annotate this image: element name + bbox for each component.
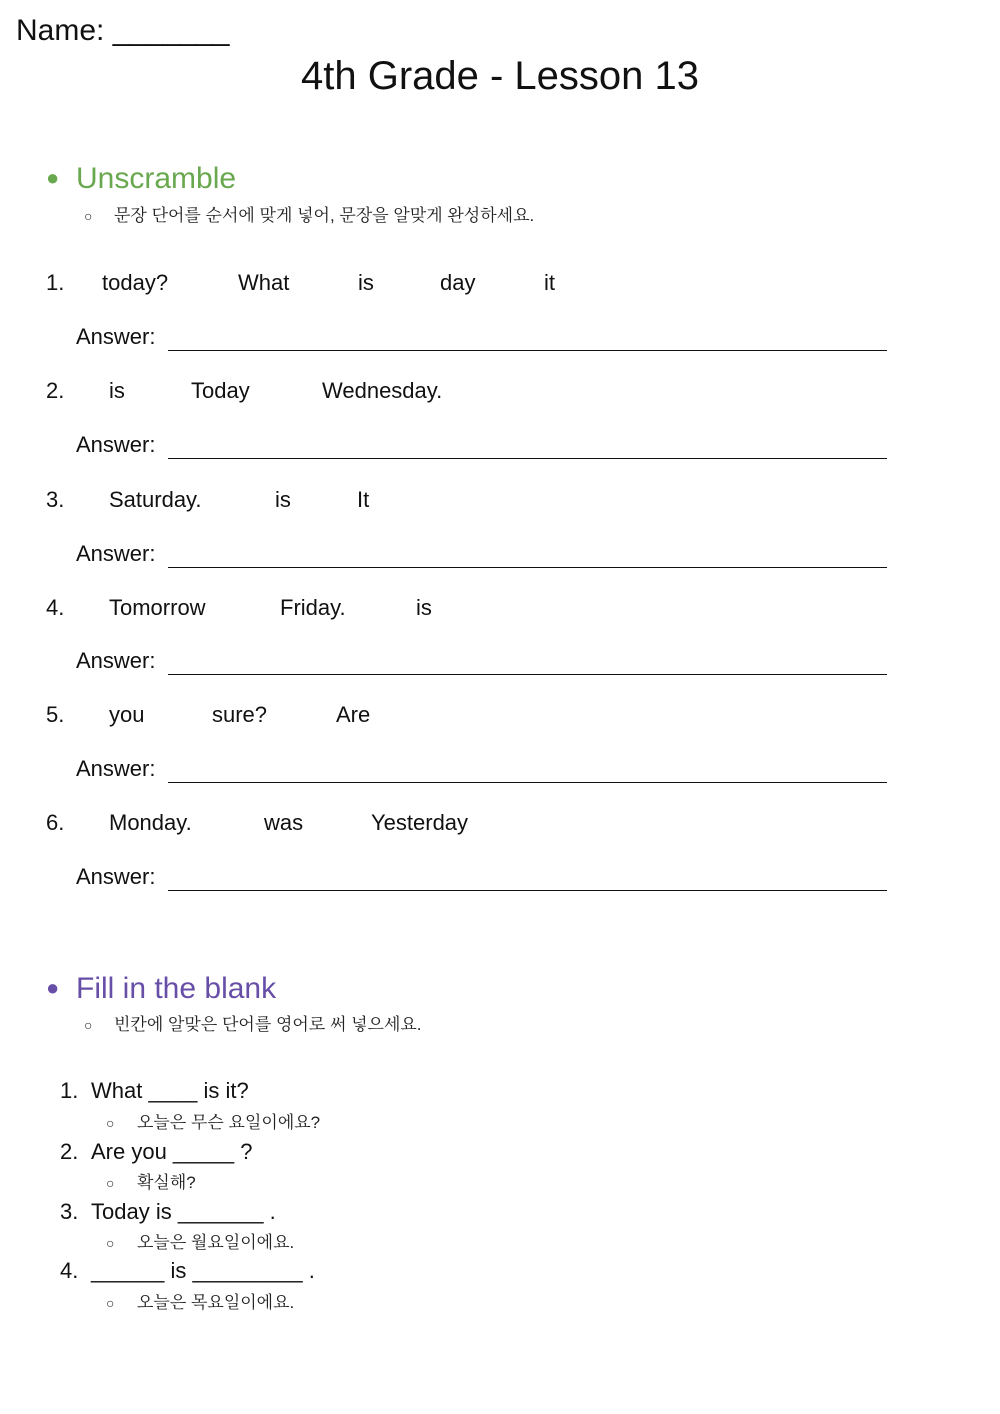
- circle-bullet-icon: ○: [106, 1115, 115, 1131]
- question-number: 4.: [46, 595, 65, 620]
- question-number: 5.: [46, 702, 65, 727]
- scrambled-word: Friday.: [280, 595, 346, 620]
- unscramble-heading: [46, 162, 236, 196]
- answer-label: Answer:: [76, 324, 156, 349]
- unscramble-question-2: [46, 378, 646, 408]
- fill-blank-sentence: Today is _______ .: [91, 1199, 276, 1224]
- fill-blank-sentence: What ____ is it?: [91, 1078, 249, 1103]
- fill-blank-item-4[interactable]: [60, 1258, 315, 1284]
- question-number: 3.: [46, 487, 65, 512]
- answer-line-6[interactable]: [168, 890, 887, 891]
- answer-line-3[interactable]: [168, 567, 887, 568]
- scrambled-word: it: [544, 270, 555, 295]
- circle-bullet-icon: ○: [106, 1295, 115, 1311]
- fill-blank-sentence: Are you _____ ?: [91, 1139, 253, 1164]
- circle-bullet-icon: ○: [84, 1017, 93, 1033]
- answer-label: Answer:: [76, 541, 156, 566]
- page-title: 4th Grade - Lesson 13: [300, 54, 700, 98]
- item-number: 4.: [60, 1258, 79, 1283]
- item-number: 2.: [60, 1139, 79, 1164]
- circle-bullet-icon: ○: [84, 208, 93, 224]
- scrambled-word: is: [275, 487, 291, 512]
- bullet-icon: ●: [46, 975, 60, 1000]
- unscramble-question-6: [46, 810, 646, 840]
- hint-text: 오늘은 무슨 요일이에요?: [137, 1113, 321, 1132]
- scrambled-word: Yesterday: [371, 810, 469, 835]
- scrambled-word: Monday.: [109, 810, 192, 835]
- unscramble-question-1: [46, 270, 646, 300]
- circle-bullet-icon: ○: [106, 1175, 115, 1191]
- hint-text: 오늘은 월요일이에요.: [137, 1233, 295, 1252]
- scrambled-word: Tomorrow: [109, 595, 206, 620]
- scrambled-word: is: [416, 595, 432, 620]
- scrambled-word: today?: [102, 270, 169, 295]
- question-number: 2.: [46, 378, 65, 403]
- hint-text: 확실해?: [137, 1173, 196, 1192]
- fill-blank-sentence: ______ is _________ .: [91, 1258, 315, 1283]
- scrambled-word: It: [357, 487, 370, 512]
- scrambled-word: you: [109, 702, 145, 727]
- fill-blank-heading-text: Fill in the blank: [76, 972, 277, 1005]
- scrambled-word: day: [440, 270, 476, 295]
- scrambled-word: Saturday.: [109, 487, 202, 512]
- answer-label: Answer:: [76, 432, 156, 457]
- answer-row-1: [76, 324, 906, 358]
- fill-blank-hint-1: [106, 1108, 320, 1133]
- hint-text: 오늘은 목요일이에요.: [137, 1293, 295, 1312]
- fill-blank-hint-2: [106, 1168, 196, 1193]
- unscramble-question-5: [46, 702, 646, 732]
- fill-blank-item-2[interactable]: [60, 1139, 252, 1165]
- item-number: 3.: [60, 1199, 79, 1224]
- item-number: 1.: [60, 1078, 79, 1103]
- answer-label: Answer:: [76, 864, 156, 889]
- scrambled-word: Today: [191, 378, 250, 403]
- fill-blank-instruction-text: 빈칸에 알맞은 단어를 영어로 써 넣으세요.: [114, 1015, 422, 1034]
- scrambled-word: is: [358, 270, 374, 295]
- fill-blank-hint-3: [106, 1228, 294, 1253]
- answer-row-5: [76, 756, 906, 790]
- answer-row-4: [76, 648, 906, 682]
- question-number: 1.: [46, 270, 65, 295]
- unscramble-question-3: [46, 487, 646, 517]
- unscramble-question-4: [46, 595, 646, 625]
- question-number: 6.: [46, 810, 65, 835]
- answer-line-5[interactable]: [168, 782, 887, 783]
- answer-line-4[interactable]: [168, 674, 887, 675]
- fill-blank-item-1[interactable]: [60, 1078, 249, 1104]
- fill-blank-heading: [46, 972, 276, 1006]
- fill-blank-item-3[interactable]: [60, 1199, 276, 1225]
- answer-row-3: [76, 541, 906, 575]
- answer-label: Answer:: [76, 756, 156, 781]
- bullet-icon: ●: [46, 165, 60, 190]
- answer-row-6: [76, 864, 906, 898]
- circle-bullet-icon: ○: [106, 1235, 115, 1251]
- name-field-label: Name: _______: [16, 14, 230, 47]
- answer-line-1[interactable]: [168, 350, 887, 351]
- unscramble-instruction-text: 문장 단어를 순서에 맞게 넣어, 문장을 알맞게 완성하세요.: [114, 206, 535, 225]
- scrambled-word: What: [238, 270, 290, 295]
- scrambled-word: Are: [336, 702, 371, 727]
- scrambled-word: sure?: [212, 702, 268, 727]
- answer-label: Answer:: [76, 648, 156, 673]
- unscramble-heading-text: Unscramble: [76, 162, 237, 195]
- scrambled-word: was: [264, 810, 304, 835]
- scrambled-word: Wednesday.: [322, 378, 443, 403]
- fill-blank-hint-4: [106, 1288, 294, 1313]
- unscramble-instruction: [84, 201, 534, 226]
- answer-row-2: [76, 432, 906, 466]
- scrambled-word: is: [109, 378, 125, 403]
- answer-line-2[interactable]: [168, 458, 887, 459]
- fill-blank-instruction: [84, 1010, 422, 1035]
